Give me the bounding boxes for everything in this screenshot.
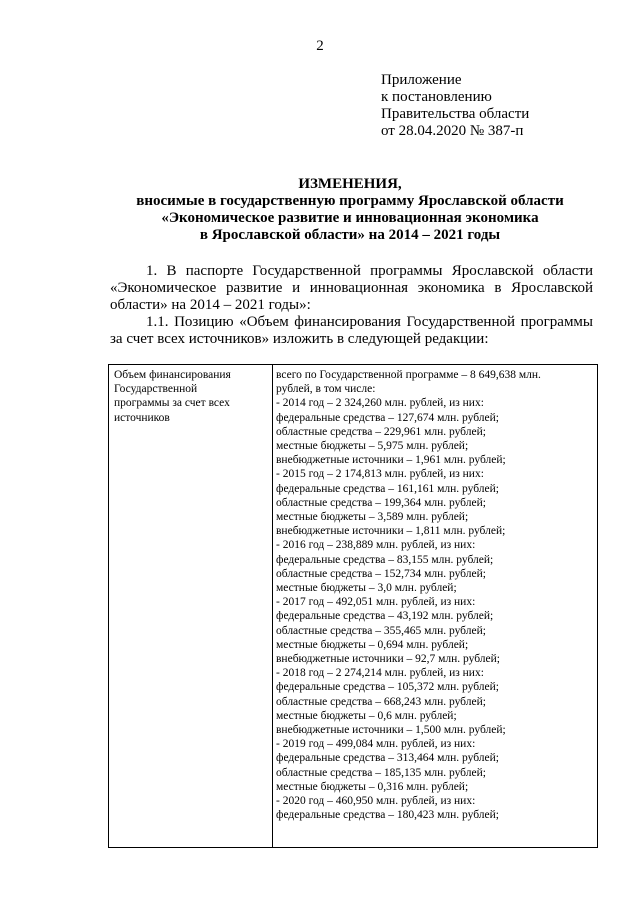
table-right-line: местные бюджеты – 0,6 млн. рублей; [276, 709, 457, 722]
table-right-line: федеральные средства – 127,674 млн. рублей; [276, 411, 499, 424]
table-left-line: источников [114, 411, 170, 424]
table-right-line: областные средства – 355,465 млн. рублей; [276, 624, 486, 637]
appendix-line: Правительства области [381, 106, 530, 122]
appendix-block [381, 72, 529, 140]
table-right-line: - 2019 год – 499,084 млн. рублей, из них: [276, 738, 476, 751]
table-right-line: федеральные средства – 43,192 млн. рублей; [276, 610, 494, 623]
table-right-line: всего по Государственной программе – 8 649,638 млн. [276, 369, 541, 381]
appendix-line: от 28.04.2020 № 387-п [381, 123, 524, 139]
table-right-line: внебюджетные источники – 1,961 млн. рублей; [276, 454, 506, 467]
title-line: «Экономическое развитие и инновационная экономика [161, 210, 539, 226]
table-right-line: областные средства – 199,364 млн. рублей; [276, 496, 486, 509]
table-left-line: Государственной [114, 383, 198, 396]
paragraph-1-1: 1.1. Позицию «Объем финансирования Государственной программы за счет всех источников» изложить в следующей редакции: [110, 314, 593, 347]
table-right-line: - 2015 год – 2 174,813 млн. рублей, из них: [276, 468, 484, 481]
financing-table [108, 364, 598, 848]
table-right-line: местные бюджеты – 0,316 млн. рублей; [276, 780, 469, 793]
table-right-line: - 2017 год – 492,051 млн. рублей, из них: [276, 596, 476, 609]
table-right-line: областные средства – 185,135 млн. рублей; [276, 766, 486, 779]
table-right-line: федеральные средства – 83,155 млн. рублей; [276, 553, 494, 566]
table-right-line: федеральные средства – 105,372 млн. рублей; [276, 681, 499, 694]
table-right-line: - 2016 год – 238,889 млн. рублей, из них: [276, 539, 476, 552]
table-right-line: внебюджетные источники – 1,811 млн. рублей; [276, 525, 506, 538]
title-line: ИЗМЕНЕНИЯ, [298, 176, 402, 192]
table-right-line: местные бюджеты – 3,0 млн. рублей; [276, 582, 457, 595]
table-right-line: - 2020 год – 460,950 млн. рублей, из них: [276, 795, 476, 808]
table-right-line: местные бюджеты – 0,694 млн. рублей; [276, 638, 469, 651]
title-line: вносимые в государственную программу Ярославской области [136, 193, 564, 209]
table-right-line: внебюджетные источники – 92,7 млн. рублей; [276, 653, 500, 666]
table-right-line: федеральные средства – 313,464 млн. рублей; [276, 752, 499, 765]
paragraph-1: 1. В паспорте Государственной программы Ярославской области «Экономическое развитие и инновационная экономика в Ярославской области» на 2014 – 2021 годы»: [110, 263, 593, 313]
document-title [100, 176, 600, 244]
table-right-line: областные средства – 668,243 млн. рублей; [276, 695, 486, 708]
table-right-cell [276, 368, 596, 823]
title-line: в Ярославской области» на 2014 – 2021 годы [199, 227, 501, 243]
appendix-line: Приложение [381, 72, 462, 88]
page-number: 2 [316, 38, 324, 54]
table-right-line: - 2018 год – 2 274,214 млн. рублей, из них: [276, 667, 484, 680]
table-right-line: местные бюджеты – 3,589 млн. рублей; [276, 511, 469, 524]
table-right-line: внебюджетные источники – 1,500 млн. рублей; [276, 724, 506, 737]
appendix-line: к постановлению [381, 89, 492, 105]
table-left-line: Объем финансирования [114, 369, 231, 381]
table-column-divider [272, 365, 273, 847]
table-left-cell [114, 368, 269, 425]
table-right-line: областные средства – 152,734 млн. рублей; [276, 567, 486, 580]
table-right-line: рублей, в том числе: [276, 383, 376, 396]
table-right-line: местные бюджеты – 5,975 млн. рублей; [276, 440, 469, 453]
table-right-line: федеральные средства – 161,161 млн. рублей; [276, 482, 499, 495]
table-left-line: программы за счет всех [114, 397, 230, 410]
table-right-line: - 2014 год – 2 324,260 млн. рублей, из них: [276, 397, 484, 410]
table-right-line: областные средства – 229,961 млн. рублей; [276, 425, 486, 438]
table-right-line: федеральные средства – 180,423 млн. рублей; [276, 809, 499, 822]
